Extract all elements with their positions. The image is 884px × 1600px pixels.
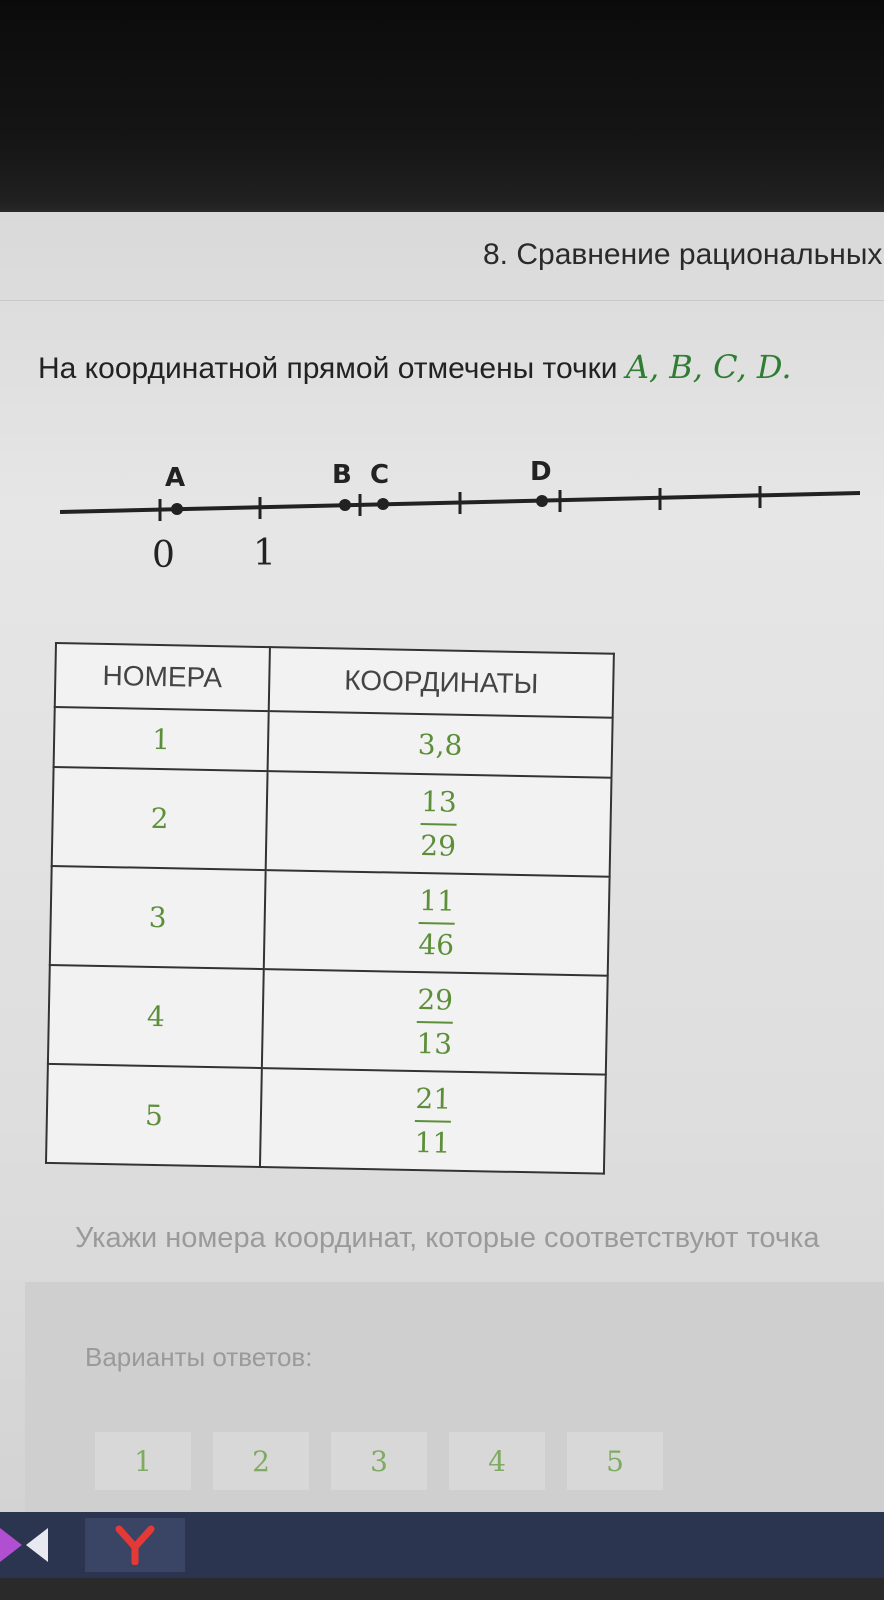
header-divider [0,300,884,301]
row-number: 1 [54,707,269,771]
row-value: 3,8 [268,711,613,778]
point-d [536,495,548,507]
table-row [48,965,608,1075]
row-value [266,771,612,877]
point-label-a: A [165,463,186,493]
answer-option-2[interactable]: 2 [213,1432,309,1490]
yandex-icon[interactable] [85,1518,185,1572]
task-statement [38,348,792,386]
fraction-bar [419,922,455,925]
task-page [0,212,884,1512]
point-label-c: C [370,460,390,490]
header-numbers: НОМЕРА [55,643,270,711]
row-value [264,870,610,976]
numerator: 29 [417,982,454,1017]
tick-label-1: 1 [253,533,276,572]
instruction-text: Укажи номера координат, которые соответствуют точка [75,1222,820,1254]
fraction [420,783,457,866]
point-label-b: B [332,460,352,490]
point-b [339,499,351,511]
start-icon[interactable] [0,1524,50,1566]
fraction-bar [417,1021,453,1024]
table-row [54,707,613,778]
answers-block [25,1282,884,1512]
table-row [52,767,612,877]
answer-option-1[interactable]: 1 [95,1432,191,1490]
numerator: 21 [415,1081,452,1116]
fraction [414,1080,451,1163]
row-value [262,969,608,1075]
point-c [377,498,389,510]
answers-label: Варианты ответов: [85,1342,313,1372]
row-value [260,1068,606,1174]
row-number: 4 [48,965,264,1068]
page-title: 8. Сравнение рациональных [483,238,883,271]
tick-label-0: 0 [152,535,175,572]
denominator: 29 [420,828,457,863]
fraction [416,981,453,1064]
task-points: A, B, C, D. [625,348,792,386]
fraction-bar [421,823,457,826]
point-label-d: D [530,457,552,487]
denominator: 11 [414,1125,451,1160]
coordinates-table [45,642,615,1175]
row-number: 2 [52,767,268,870]
table-header-row [55,643,614,718]
answer-option-3[interactable]: 3 [331,1432,427,1490]
fraction-bar [415,1120,451,1123]
answer-options [95,1432,663,1490]
table-row [50,866,610,976]
denominator: 13 [416,1026,453,1061]
numerator: 11 [418,883,456,918]
task-text: На координатной прямой отмечены точки [38,352,626,385]
row-number: 3 [50,866,266,969]
header-coordinates: КООРДИНАТЫ [269,647,614,718]
answer-option-5[interactable]: 5 [567,1432,663,1490]
row-number: 5 [46,1064,262,1167]
point-a [171,503,183,515]
denominator: 46 [418,927,455,962]
table-row [46,1064,606,1174]
number-line [60,452,860,572]
numerator: 13 [420,784,458,819]
taskbar [0,1512,884,1578]
answer-option-4[interactable]: 4 [449,1432,545,1490]
fraction [418,882,455,965]
